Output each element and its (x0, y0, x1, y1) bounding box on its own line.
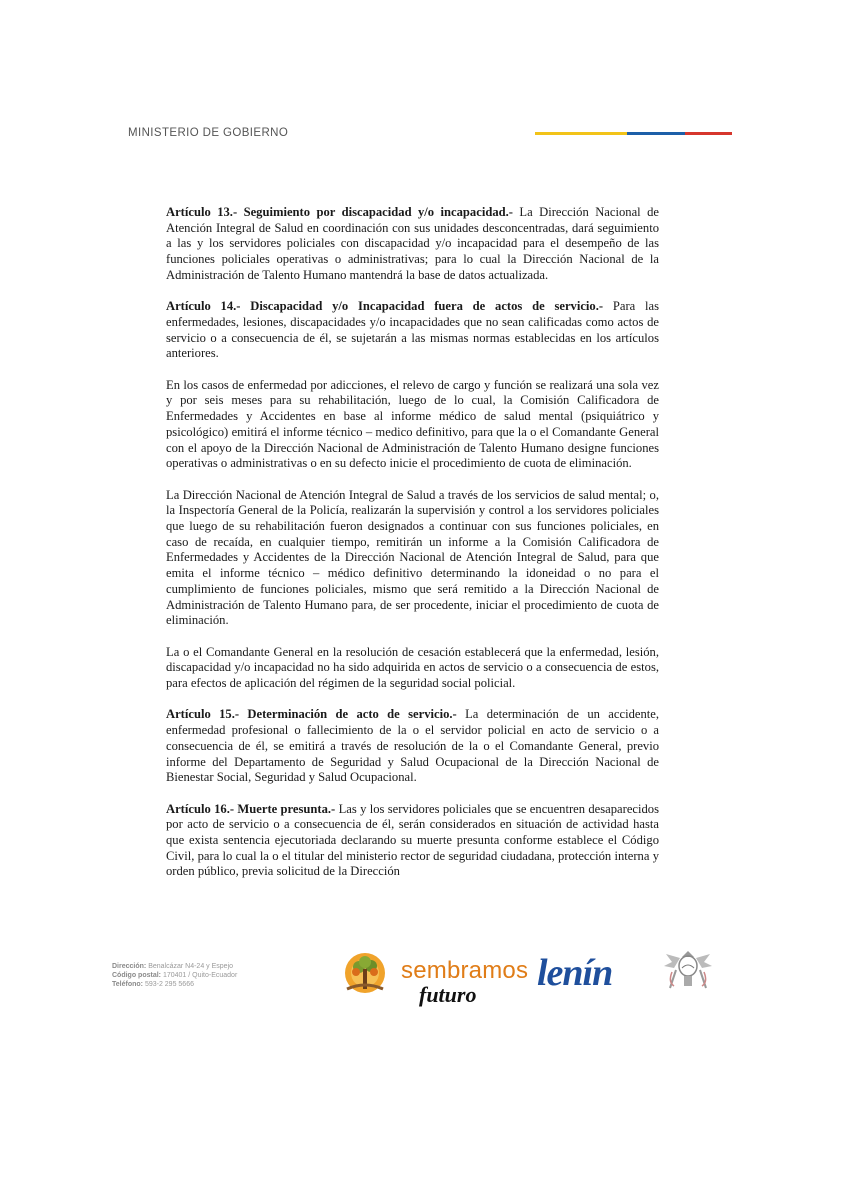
flag-blue-stripe (627, 132, 685, 135)
article-15 (166, 707, 659, 786)
article-14-paragraph-3: La Dirección Nacional de Atención Integral de Salud a través de los servicios de salud mental; o, la Inspectoría General de la Policía, realizarán la supervisión y control a los servidores policiales que luego de su rehabilitación fueron designados a continuar con sus funciones policiales, en caso de recaída, en cualquier tiempo, remitirán un informe a la Comisión Calificadora de Enfermedades y Accidentes de la Dirección Nacional de Atención Integral de Salud, para que emita el informe técnico – médico definitivo determinando la idoneidad o no para el cumplimiento de funciones policiales, mismo que será remitido a la Dirección Nacional de Administración de Talento Humano para, de ser procedente, iniciar el procedimiento de cuota de eliminación. (166, 487, 659, 628)
futuro-wordmark: futuro (419, 982, 477, 1007)
article-14-text: Para las enfermedades, lesiones, discapacidades y/o incapacidades que no sean calificadas como actos de servicio o a consecuencia de él, se sujetarán a las mismas normas establecidas en los artículos anteriores. (166, 299, 659, 361)
article-13-text: La Dirección Nacional de Atención Integral de Salud en coordinación con sus unidades desconcentradas, dará seguimiento a las y los servidores policiales con discapacidad y/o incapacidad para el desempeño de las funciones policiales operativas o administrativas; para lo cual la Dirección Nacional de la Administración de Talento Humano mantendrá la base de datos actualizada. (166, 205, 659, 282)
lenin-wordmark: lenín (537, 952, 613, 994)
flag-yellow-stripe (535, 132, 627, 135)
postal-label: Código postal: (112, 972, 161, 979)
address-value: Benalcázar N4-24 y Espejo (148, 963, 234, 970)
article-15-text: La determinación de un accidente, enfermedad profesional o fallecimiento de la o el servidor policial en acto de servicio o a consecuencia de él, se emitirá a través de resolución de la o el Comandante General, previo informe del Departamento de Seguridad y Salud Ocupacional de la Dirección Nacional de Bienestar Social, Seguridad y Salud Ocupacional. (166, 707, 659, 785)
lenin-signature-logo (537, 953, 642, 995)
article-14-heading: Artículo 14.- Discapacidad y/o Incapacidad fuera de actos de servicio.- (166, 299, 604, 314)
ecuador-coat-of-arms-icon (658, 948, 718, 990)
sembramos-wordmark: sembramos (401, 957, 529, 984)
article-16-heading: Artículo 16.- Muerte presunta.- (166, 801, 336, 816)
flag-red-stripe (685, 132, 732, 135)
sembramos-futuro-logo (333, 949, 529, 1007)
document-body (166, 205, 659, 896)
article-14-paragraph-4: La o el Comandante General en la resolución de cesación establecerá que la enfermedad, lesión, discapacidad y/o incapacidad no ha sido adquirida en actos de servicio o a consecuencia de estos, para efectos de aplicación del régimen de la seguridad social policial. (166, 644, 659, 691)
phone-value: 593-2 295 5666 (144, 981, 194, 988)
flag-color-bar (535, 132, 732, 135)
article-16-text: Las y los servidores policiales que se encuentren desaparecidos por acto de servicio o a consecuencia de él, serán considerados en situación de actividad hasta que exista sentencia ejecutoriada declarando su muerte presunta conforme establece el Código Civil, para lo cual la o el titular del ministerio rector de seguridad ciudadana, protección interna y orden público, previa solicitud de la Dirección (166, 801, 660, 879)
article-14-paragraph-2: En los casos de enfermedad por adicciones, el relevo de cargo y función se realizará una sola vez y por seis meses para su rehabilitación, luego de lo cual, la Comisión Calificadora de Enfermedades y Accidentes en base al informe médico de salud mental (psiquiátrico y psicológico) emitirá el informe técnico – medico definitivo, para que la o el Comandante General con el apoyo de la Dirección Nacional de Administración de Talento Humano designe funciones operativas o administrativas o en su defecto inicie el procedimiento de cuota de eliminación. (166, 377, 659, 471)
postal-value: 170401 / Quito-Ecuador (162, 972, 238, 979)
article-16 (166, 802, 659, 881)
tree-icon (333, 949, 397, 993)
ministry-header: MINISTERIO DE GOBIERNO (128, 127, 289, 139)
phone-label: Teléfono: (112, 981, 143, 988)
footer-address-block (112, 962, 237, 989)
article-13 (166, 205, 659, 284)
page-footer (0, 945, 841, 1007)
article-14 (166, 299, 659, 362)
article-15-heading: Artículo 15.- Determinación de acto de servicio.- (166, 707, 457, 722)
address-label: Dirección: (112, 963, 147, 970)
article-13-heading: Artículo 13.- Seguimiento por discapacidad y/o incapacidad.- (166, 205, 513, 219)
